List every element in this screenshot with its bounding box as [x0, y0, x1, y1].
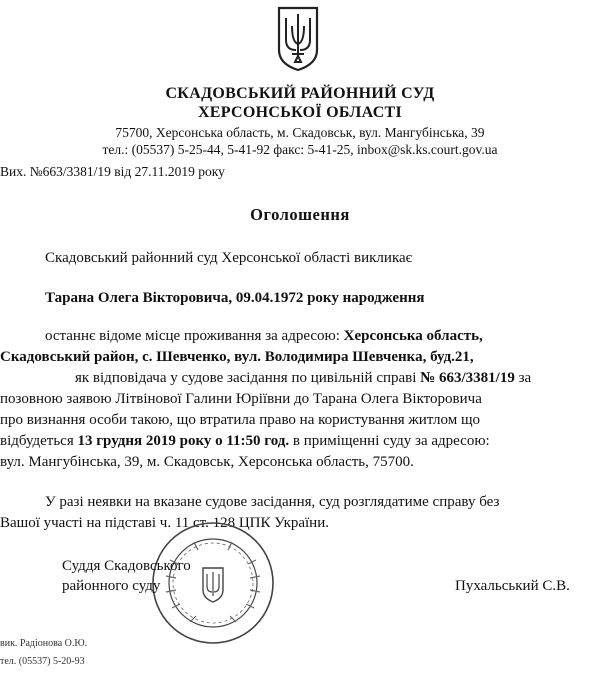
court-contacts: тел.: (05537) 5-25-44, 5-41-92 факс: 5-41-25, inbox@sk.ks.court.gov.ua	[102, 142, 498, 157]
case-tail: за	[518, 370, 532, 386]
case-number: № 663/3381/19	[420, 370, 515, 386]
warning-line2: Вашої участі на підставі ч. 11 ст. 128 ЦПК України.	[0, 515, 329, 531]
residence-prefix: останнє відоме місце проживання за адресою:	[45, 328, 340, 344]
residence-region: Херсонська область,	[343, 328, 483, 344]
residence-address: Скадовський район, с. Шевченко, вул. Володимира Шевченка, буд.21,	[0, 349, 474, 365]
residence-line1	[45, 326, 483, 346]
executor-phone: тел. (05537) 5-20-93	[0, 656, 85, 667]
court-name-line1: СКАДОВСЬКИЙ РАЙОННИЙ СУД	[165, 85, 435, 102]
court-requisites	[0, 124, 600, 158]
subject-line: про визнання особи такою, що втратила право на користування житлом що	[0, 412, 480, 428]
judge-title-line1: Суддя Скадовського	[62, 558, 191, 574]
hearing-date-lead: відбудеться	[0, 433, 74, 449]
case-line	[75, 368, 531, 388]
hearing-date: 13 грудня 2019 року о 11:50 год.	[77, 433, 290, 449]
outgoing-number: Вих. №663/3381/19 від 27.11.2019 року	[0, 164, 225, 179]
person-name: Тарана Олега Вікторовича, 09.04.1972 року народження	[45, 290, 425, 306]
intro-text: Скадовський районний суд Херсонської області викликає	[45, 250, 413, 266]
court-name	[0, 84, 600, 122]
judge-title-line2: районного суду	[62, 578, 161, 594]
judge-name: Пухальський С.В.	[455, 578, 570, 594]
hearing-date-tail: в приміщенні суду за адресою:	[292, 433, 490, 449]
case-lead: як відповідача у судове засідання по цивільній справі	[75, 370, 417, 386]
court-address: 75700, Херсонська область, м. Скадовськ, вул. Мангубінська, 39	[115, 125, 485, 140]
trident-coat-of-arms-icon	[276, 6, 320, 72]
hearing-date-line	[0, 431, 490, 451]
claim-line: позовною заявою Літвінової Галини Юріївни до Тарана Олега Вікторовича	[0, 391, 482, 407]
warning-line1: У разі неявки на вказане судове засідання, суд розглядатиме справу без	[45, 494, 500, 510]
page-title: Оголошення	[250, 205, 350, 224]
court-address-line: вул. Мангубінська, 39, м. Скадовськ, Херсонська область, 75700.	[0, 454, 414, 470]
official-round-seal-icon	[150, 520, 276, 646]
court-name-line2: ХЕРСОНСЬКОЇ ОБЛАСТІ	[197, 104, 403, 121]
executor-name: вик. Радіонова О.Ю.	[0, 638, 88, 649]
